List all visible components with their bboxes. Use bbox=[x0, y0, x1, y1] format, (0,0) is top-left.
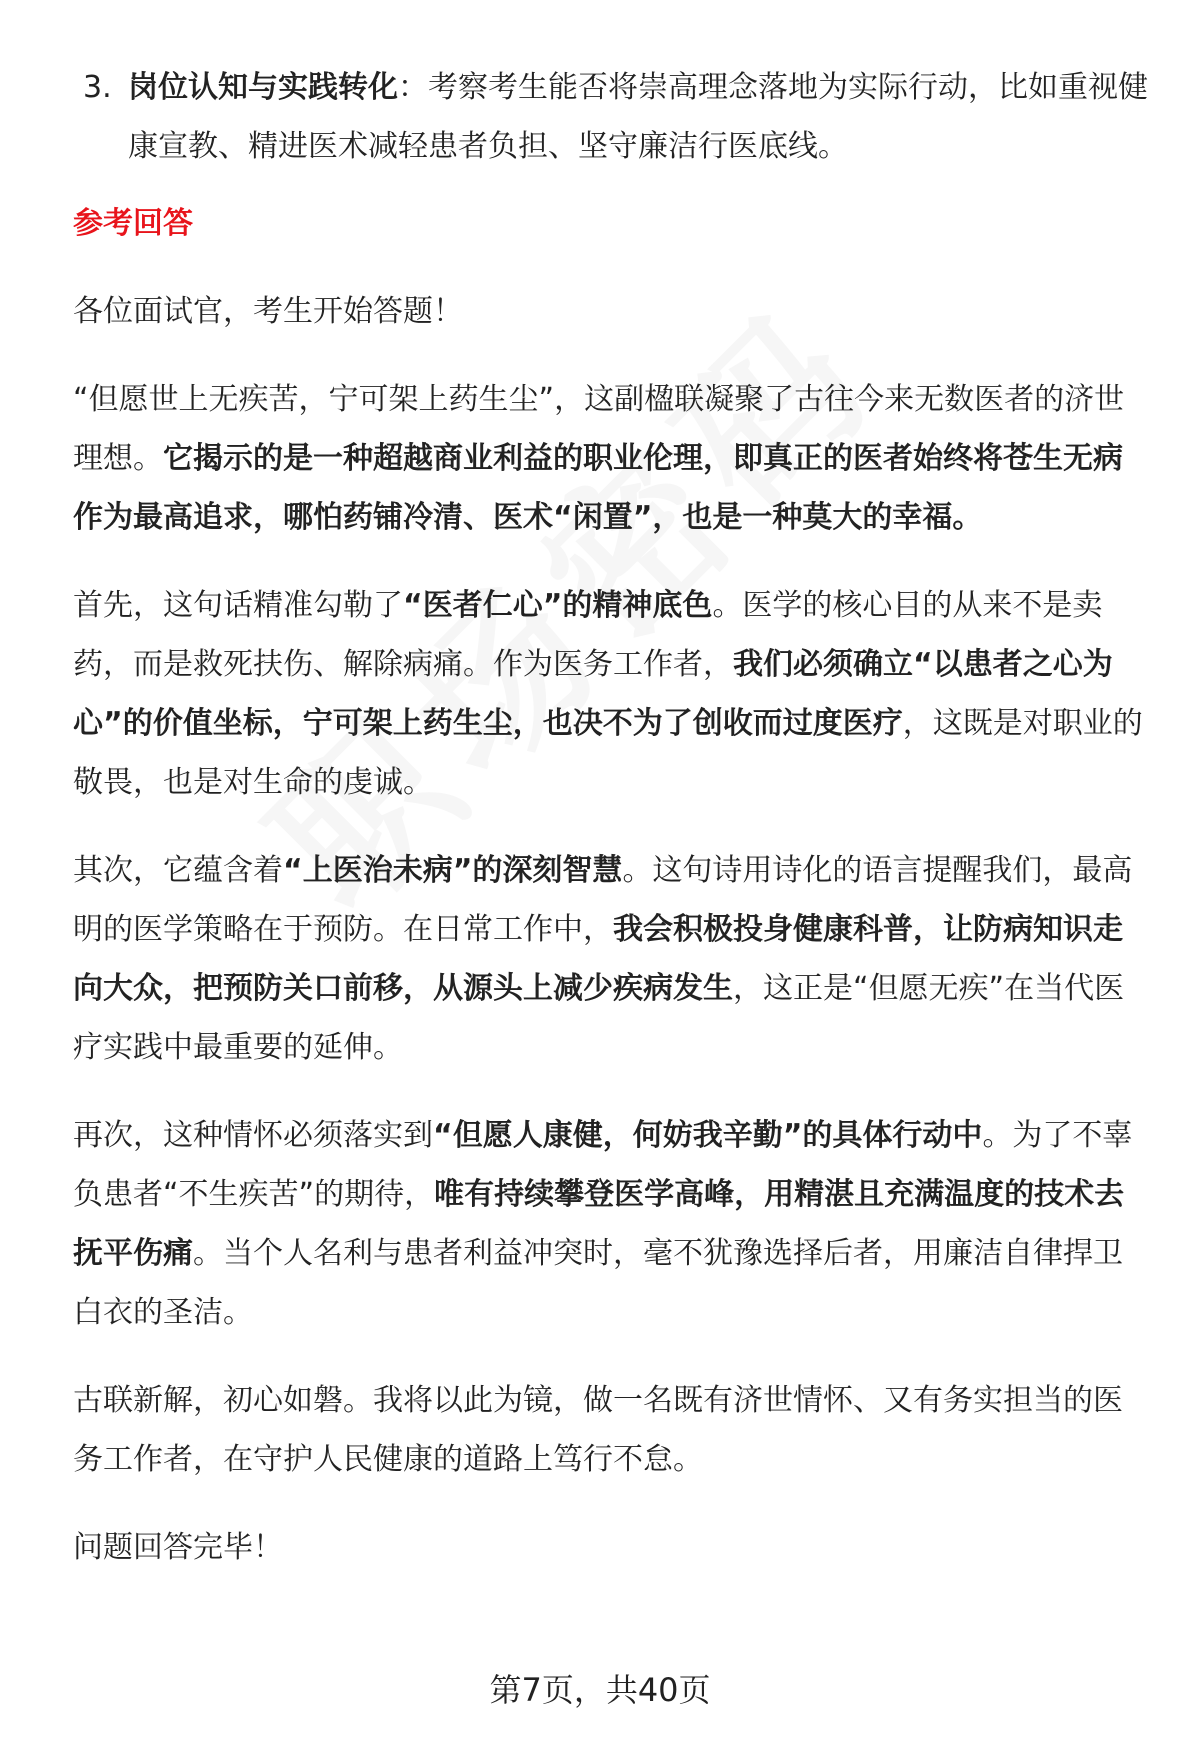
page-number: 第7页，共40页 bbox=[489, 1671, 711, 1709]
list-item-text: ：考察考生能否将崇高理念落地为实际行动，比如重视健康宣教、精进医术减轻患者负担、坚守廉洁行医底线。 bbox=[128, 70, 1148, 164]
closing-paragraph: 问题回答完毕！ bbox=[73, 1530, 283, 1565]
second-bold-2: 我会积极投身健康科普，让防病知识走向大众，把预防关口前移，从源头上减少疾病发生 bbox=[73, 912, 1123, 1006]
first-bold-1: “医者仁心”的精神底色 bbox=[403, 588, 713, 623]
third-text-1: 再次，这种情怀必须落实到 bbox=[73, 1118, 433, 1153]
paragraph-conclusion: 古联新解，初心如磐。我将以此为镜，做一名既有济世情怀、又有务实担当的医务工作者，在守护人民健康的道路上笃行不怠。 bbox=[73, 1383, 1123, 1477]
second-bold-1: “上医治未病”的深刻智慧 bbox=[283, 853, 623, 888]
list-item-title: 岗位认知与实践转化 bbox=[128, 70, 398, 105]
paragraph-intro bbox=[73, 370, 1148, 547]
first-text-2: 。医学的核心目的从来不是卖药，而是救死扶伤、解除病痛。作为医务工作者， bbox=[73, 588, 1103, 682]
second-text-3: ，这正是“但愿无疾”在当代医疗实践中最重要的延伸。 bbox=[73, 971, 1125, 1065]
document-content bbox=[73, 58, 1148, 1577]
first-bold-2: 我们必须确立“以患者之心为心”的价值坐标，宁可架上药生尘，也决不为了创收而过度医疗 bbox=[73, 647, 1113, 741]
third-text-2: 。为了不辜负患者“不生疾苦”的期待， bbox=[73, 1118, 1133, 1212]
third-bold-2: 唯有持续攀登医学高峰，用精湛且充满温度的技术去抚平伤痛 bbox=[73, 1177, 1125, 1271]
second-text-1: 其次，它蕴含着 bbox=[73, 853, 283, 888]
list-item-3 bbox=[73, 58, 1148, 176]
intro-text: “但愿世上无疾苦，宁可架上药生尘”，这副楹联凝聚了古往今来无数医者的济世理想。 bbox=[73, 382, 1125, 476]
list-number: 3. bbox=[83, 70, 112, 105]
third-text-3: 。当个人名利与患者利益冲突时，毫不犹豫选择后者，用廉洁自律捍卫白衣的圣洁。 bbox=[73, 1236, 1123, 1330]
first-text-3: ，这既是对职业的敬畏，也是对生命的虔诚。 bbox=[73, 706, 1143, 800]
third-bold-1: “但愿人康健，何妨我辛勤”的具体行动中 bbox=[433, 1118, 983, 1153]
paragraph-second bbox=[73, 841, 1148, 1077]
first-text-1: 首先，这句话精准勾勒了 bbox=[73, 588, 403, 623]
paragraph-third bbox=[73, 1106, 1148, 1342]
second-text-2: 。这句诗用诗化的语言提醒我们，最高明的医学策略在于预防。在日常工作中， bbox=[73, 853, 1133, 947]
section-heading: 参考回答 bbox=[73, 206, 193, 241]
greeting-paragraph: 各位面试官，考生开始答题！ bbox=[73, 294, 463, 329]
paragraph-first bbox=[73, 576, 1148, 812]
intro-bold: 它揭示的是一种超越商业利益的职业伦理，即真正的医者始终将苍生无病作为最高追求，哪怕药铺冷清、医术“闲置”，也是一种莫大的幸福。 bbox=[73, 441, 1123, 535]
